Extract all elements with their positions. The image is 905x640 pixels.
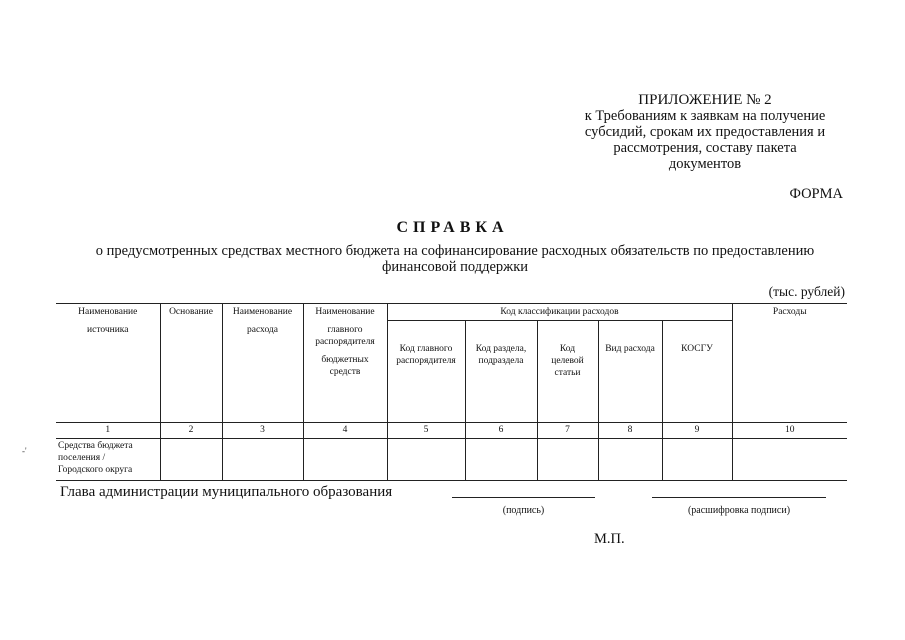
appendix-line: рассмотрения, составу пакета [613,140,797,156]
signature-head-label: Глава администрации муниципального образования [60,484,393,500]
table-cell [732,439,847,481]
subtitle-line: о предусмотренных средствах местного бюджета на софинансирование расходных обязательств по предоставлению [95,243,815,259]
header-target-code: Код целевой статьи [537,321,598,423]
header-kosgu: КОСГУ [662,321,732,423]
appendix-title: ПРИЛОЖЕНИЕ № 2 [638,92,772,108]
form-label: ФОРМА [789,186,843,202]
margin-mark: -' [22,446,27,456]
header-section-code: Код раздела, подраздела [465,321,537,423]
table-cell [222,439,303,481]
appendix-line: к Требованиям к заявкам на получение [584,108,826,124]
document-subtitle [60,243,850,275]
units-label: (тыс. рублей) [768,284,845,299]
header-classification: Код классификации расходов [387,304,732,321]
table-row [56,439,847,481]
header-main-manager-code: Код главного распорядителя [387,321,465,423]
table-cell [387,439,465,481]
column-number: 9 [662,423,732,439]
header-budget-manager: Наименование главного распорядителя бюджетных средств [303,304,387,423]
appendix-line: субсидий, срокам их предоставления и [584,124,826,140]
table-cell [662,439,732,481]
table-cell [598,439,662,481]
header-source: Наименование источника [56,304,160,423]
subtitle-line: финансовой поддержки [381,259,529,275]
signature-caption: (подпись) [502,505,545,516]
table-cell [465,439,537,481]
signature-line [452,497,595,498]
header-expense-name: Наименование расхода [222,304,303,423]
row-source-name: Средства бюджета поселения / Городского округа [56,439,160,481]
stamp-place-label: М.П. [594,531,625,547]
column-number: 10 [732,423,847,439]
column-number: 3 [222,423,303,439]
header-expense-type: Вид расхода [598,321,662,423]
header-expenses: Расходы [732,304,847,423]
column-number: 5 [387,423,465,439]
document-title: СПРАВКА [396,219,509,236]
signature-decoding-caption: (расшифровка подписи) [687,505,791,516]
budget-table [56,303,847,481]
column-number: 1 [56,423,160,439]
table-cell [303,439,387,481]
column-number: 7 [537,423,598,439]
table-cell [537,439,598,481]
column-number: 2 [160,423,222,439]
appendix-block [560,92,850,172]
table-cell [160,439,222,481]
column-number: 4 [303,423,387,439]
appendix-line: документов [668,156,742,172]
column-number: 8 [598,423,662,439]
header-basis: Основание [160,304,222,423]
column-number: 6 [465,423,537,439]
signature-decoding-line [652,497,826,498]
